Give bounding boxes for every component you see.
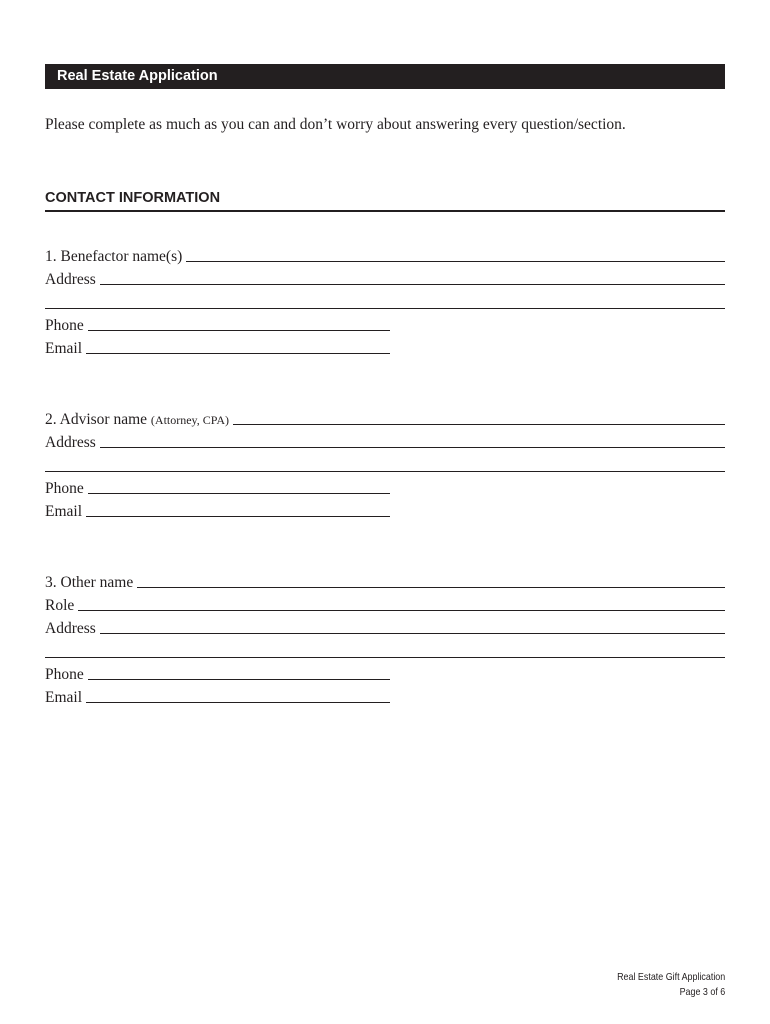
other-email-line[interactable] <box>86 702 390 703</box>
benefactor-email-label: Email <box>45 340 83 357</box>
benefactor-email-line[interactable] <box>86 353 390 354</box>
benefactor-name-line[interactable] <box>186 261 725 262</box>
other-address-label: Address <box>45 620 96 637</box>
form-title-bar <box>45 64 725 89</box>
advisor-email-field[interactable] <box>45 501 390 521</box>
benefactor-phone-line[interactable] <box>88 330 390 331</box>
advisor-name-field[interactable] <box>45 409 725 429</box>
other-role-line[interactable] <box>78 610 725 611</box>
page-footer <box>617 970 725 1000</box>
advisor-phone-field[interactable] <box>45 478 390 498</box>
section-heading-contact: CONTACT INFORMATION <box>45 189 725 212</box>
advisor-email-line[interactable] <box>86 516 390 517</box>
benefactor-name-label: 1. Benefactor name(s) <box>45 248 183 265</box>
advisor-address-line-2[interactable] <box>45 471 725 472</box>
benefactor-phone-label: Phone <box>45 317 84 334</box>
other-address-line[interactable] <box>100 633 725 634</box>
benefactor-address-field[interactable] <box>45 269 725 289</box>
other-address-line-2[interactable] <box>45 657 725 658</box>
advisor-phone-label: Phone <box>45 480 84 497</box>
form-page <box>45 0 725 1024</box>
advisor-name-label: 2. Advisor name <box>45 411 148 428</box>
other-name-label: 3. Other name <box>45 574 134 591</box>
benefactor-phone-field[interactable] <box>45 315 390 335</box>
benefactor-name-field[interactable] <box>45 246 725 266</box>
benefactor-address-label: Address <box>45 271 96 288</box>
benefactor-address-line[interactable] <box>100 284 725 285</box>
other-email-field[interactable] <box>45 687 390 707</box>
advisor-email-label: Email <box>45 503 83 520</box>
benefactor-email-field[interactable] <box>45 338 390 358</box>
form-title: Real Estate Application <box>57 68 218 84</box>
advisor-name-line[interactable] <box>233 424 725 425</box>
footer-page-number: Page 3 of 6 <box>679 986 725 998</box>
other-address-field[interactable] <box>45 618 725 638</box>
footer-doc-name: Real Estate Gift Application <box>616 971 725 983</box>
other-phone-field[interactable] <box>45 664 390 684</box>
intro-text: Please complete as much as you can and don’t worry about answering every question/section. <box>45 116 626 133</box>
advisor-name-hint: (Attorney, CPA) <box>150 413 230 427</box>
advisor-address-field[interactable] <box>45 432 725 452</box>
other-phone-line[interactable] <box>88 679 390 680</box>
advisor-address-label: Address <box>45 434 96 451</box>
other-role-field[interactable] <box>45 595 725 615</box>
other-name-field[interactable] <box>45 572 725 592</box>
advisor-phone-line[interactable] <box>88 493 390 494</box>
other-email-label: Email <box>45 689 83 706</box>
other-phone-label: Phone <box>45 666 84 683</box>
other-role-label: Role <box>45 597 75 614</box>
benefactor-address-line-2[interactable] <box>45 308 725 309</box>
advisor-address-line[interactable] <box>100 447 725 448</box>
other-name-line[interactable] <box>137 587 725 588</box>
